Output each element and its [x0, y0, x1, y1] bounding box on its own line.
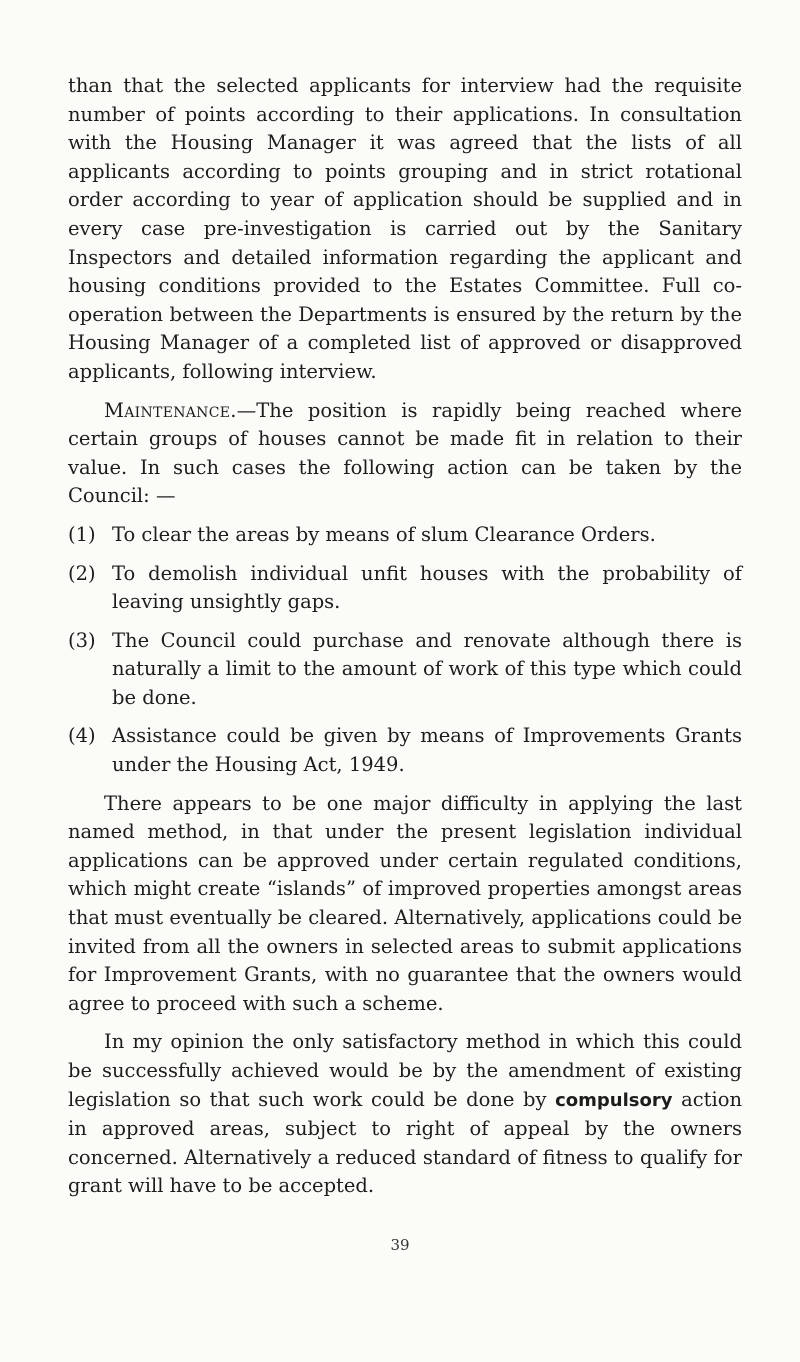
paragraph-applicants: than that the selected applicants for interview had the requisite number of points according to their applications. In consultation with the Housing Manager it was agreed that the lists of all applicants according to points grouping and in strict rotational order according to year of application should be supplied and in every case pre-investigation is carried out by the Sanitary Inspectors and detailed information regarding the applicant and housing conditions provided to the Estates Committee. Full co-operation between the Departments is ensured by the return by the Housing Manager of a completed list of approved or disapproved applicants, following interview.	[68, 74, 742, 383]
list-item	[68, 560, 742, 617]
list-item-text: To clear the areas by means of slum Clearance Orders.	[112, 522, 656, 546]
action-list	[68, 521, 742, 780]
paragraph-difficulty: There appears to be one major difficulty in applying the last named method, in that under the present legislation individual applications can be approved under certain regulated conditions, which might create “islands” of improved properties amongst areas that must eventually be cleared. Alternatively, applications could be invited from all the owners in selected areas to submit applications for Improvement Grants, with no guarantee that the owners would agree to proceed with such a scheme.	[68, 791, 742, 1015]
opinion-text-end: action in approved areas, subject to right of appeal by the owners concerned. Alternatively a reduced standard of fitness to qualify for grant will have to be accepted.	[68, 1087, 742, 1198]
list-item	[68, 722, 742, 779]
document-page	[68, 72, 742, 1201]
paragraph-opinion	[68, 1028, 742, 1201]
maintenance-heading: Maintenance.	[104, 398, 237, 422]
page-number: 39	[390, 1236, 410, 1254]
list-item-number: (4)	[68, 724, 96, 748]
opinion-text-start: In my opinion the only satisfactory method in which this could be successfully achieved would be by the amendment of existing legislation so that such work could be done by	[68, 1030, 742, 1111]
list-item-text: The Council could purchase and renovate although there is naturally a limit to the amount of work of this type which could be done.	[112, 628, 742, 709]
list-item-number: (1)	[68, 522, 96, 546]
compulsory-emphasis: compulsory	[555, 1089, 673, 1111]
list-item	[68, 521, 742, 550]
maintenance-body: —The position is rapidly being reached where certain groups of houses cannot be made fit in relation to their value. In such cases the following action can be taken by the Council: —	[68, 398, 742, 508]
list-item-text: To demolish individual unfit houses with the probability of leaving unsightly gaps.	[112, 561, 742, 614]
list-item-number: (2)	[68, 561, 96, 585]
list-item-text: Assistance could be given by means of Improvements Grants under the Housing Act, 1949.	[112, 724, 742, 777]
list-item-number: (3)	[68, 628, 96, 652]
paragraph-maintenance	[68, 397, 742, 511]
list-item	[68, 627, 742, 713]
